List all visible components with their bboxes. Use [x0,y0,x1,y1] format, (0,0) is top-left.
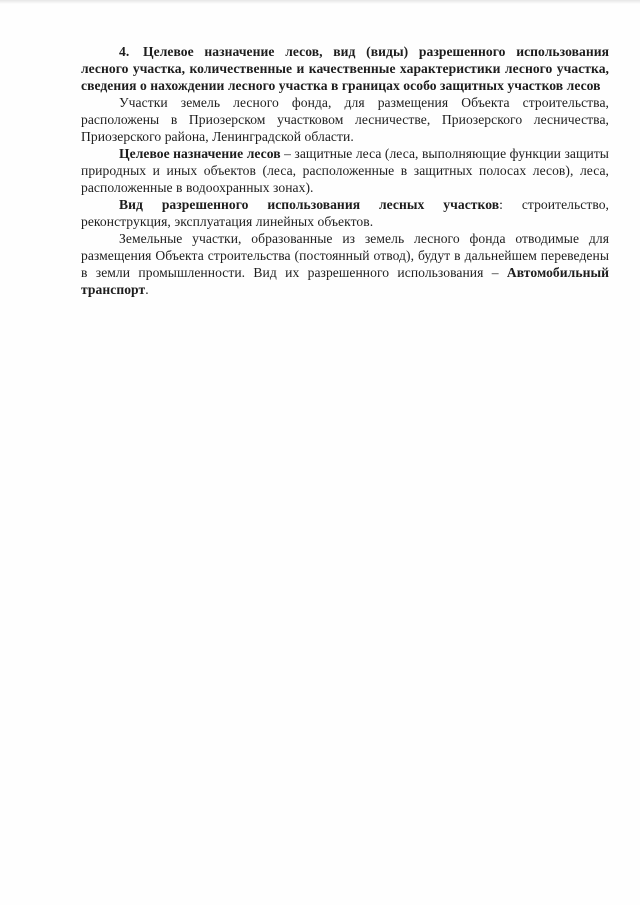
purpose-term: Целевое назначение лесов [119,146,281,161]
permitted-use-term: Вид разрешенного использования лесных участков [119,197,500,212]
paragraph-purpose [81,145,609,196]
document-body [81,43,609,298]
section-number: 4. [119,44,130,59]
section-heading [81,43,609,94]
purpose-text: – защитные леса (леса, выполняющие функции защиты природных и иных объектов (леса, расположенные в защитных полосах лесов), леса, расположенные в водоохранных зонах). [81,146,609,195]
scan-top-edge [0,0,640,4]
permitted-use-text: : строительство, реконструкция, эксплуатация линейных объектов. [81,197,610,229]
land-use-term: Автомобильный транспорт [81,265,609,297]
land-transfer-text: Земельные участки, образованные из земель лесного фонда отводимые для размещения Объекта строительства (постоянный отвод), будут в дальнейшем переведены в земли промышленности. Вид их разрешенного использования – [81,231,609,280]
paragraph-permitted-use [81,196,609,230]
paragraph-land-transfer [81,230,609,298]
paragraph-location [81,94,609,145]
land-transfer-end: . [145,282,149,297]
paragraph-location-text: Участки земель лесного фонда, для размещения Объекта строительства, расположены в Приозерском участковом лесничестве, Приозерского лесничества, Приозерского района, Ленинградской области. [81,95,609,144]
section-title: Целевое назначение лесов, вид (виды) разрешенного использования лесного участка, количественные и качественные характеристики лесного участка, сведения о нахождении лесного участка в границах особо защитных участков лесов [81,44,609,93]
